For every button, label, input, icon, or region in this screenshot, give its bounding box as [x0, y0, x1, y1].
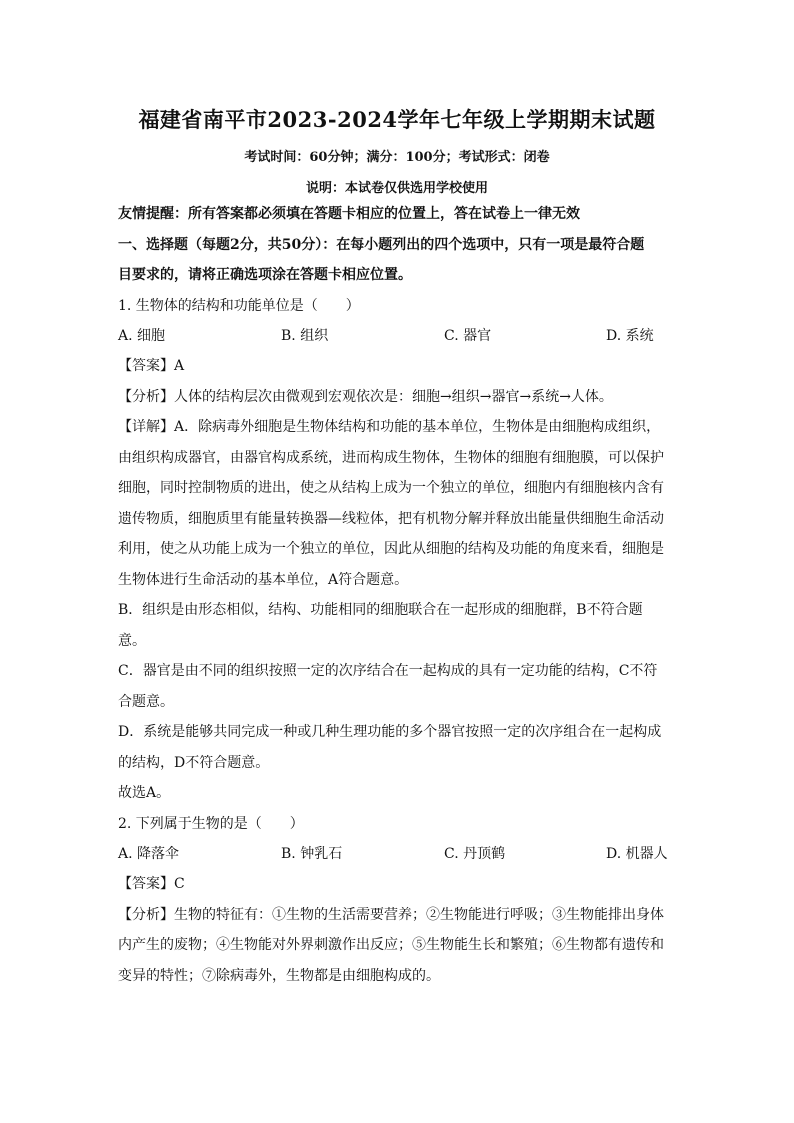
q1-detail-line: D．系统是能够共同完成一种或几种生理功能的多个器官按照一定的次序组合在一起构成	[118, 724, 662, 740]
exam-info: 考试时间：60分钟；满分：100分；考试形式：闭卷	[244, 150, 550, 165]
q2-answer: 【答案】C	[118, 876, 185, 892]
q1-option-b: B. 组织	[281, 328, 329, 344]
q2-option-b: B. 钟乳石	[281, 846, 343, 862]
q1-detail-line: 生物体进行生命活动的基本单位，A符合题意。	[118, 571, 409, 588]
q1-option-c: C. 器官	[444, 328, 492, 344]
q1-detail-line: 细胞，同时控制物质的进出，使之从结构上成为一个独立的单位，细胞内有细胞核内含有	[118, 480, 664, 496]
q1-detail-line: 【详解】A．除病毒外细胞是生物体结构和功能的基本单位，生物体是由细胞构成组织，	[118, 419, 661, 435]
q1-detail-line: 合题意。	[118, 693, 174, 710]
q1-detail-line: 利用，使之从功能上成为一个独立的单位，因此从细胞的结构及功能的角度来看，细胞是	[118, 541, 664, 557]
q1-detail-line: 由组织构成器官，由器官构成系统，进而构成生物体，生物体的细胞有细胞膜，可以保护	[118, 449, 664, 466]
q1-option-a: A. 细胞	[118, 328, 166, 344]
q2-analysis-line: 【分析】生物的特征有：①生物的生活需要营养；②生物能进行呼吸；③生物能排出身体	[118, 906, 664, 923]
q2-analysis-line: 变异的特性；⑦除病毒外，生物都是由细胞构成的。	[118, 967, 440, 984]
q2-option-d: D. 机器人	[606, 846, 668, 862]
question-2-stem: 2. 下列属于生物的是（ ）	[118, 815, 304, 832]
question-1-stem: 1. 生物体的结构和功能单位是（ ）	[118, 297, 360, 314]
q1-option-d: D. 系统	[606, 328, 654, 344]
q2-option-a: A. 降落伞	[118, 846, 180, 862]
q1-analysis: 【分析】人体的结构层次由微观到宏观依次是：细胞→组织→器官→系统→人体。	[118, 388, 613, 405]
q1-detail-line: 的结构，D不符合题意。	[118, 754, 270, 771]
q1-answer: 【答案】A	[118, 358, 185, 374]
q1-detail-line: B．组织是由形态相似，结构、功能相同的细胞联合在一起形成的细胞群，B不符合题	[118, 602, 643, 618]
q1-detail-line: 意。	[118, 632, 146, 649]
reminder: 友情提醒：所有答案都必须填在答题卡相应的位置上，答在试卷上一律无效	[118, 206, 580, 222]
q2-analysis-line: 内产生的废物；④生物能对外界刺激作出反应；⑤生物能生长和繁殖；⑥生物都有遗传和	[118, 937, 664, 953]
q1-detail-line: 故选A。	[118, 785, 171, 801]
page-title: 福建省南平市2023-2024学年七年级上学期期末试题	[138, 107, 656, 132]
q1-detail-line: 遗传物质，细胞质里有能量转换器—线粒体，把有机物分解并释放出能量供细胞生命活动	[118, 510, 664, 527]
question-1-options	[118, 321, 676, 351]
question-2-options	[118, 839, 676, 869]
usage-note: 说明：本试卷仅供选用学校使用	[305, 181, 488, 196]
content-body	[118, 199, 676, 991]
q2-option-c: C. 丹顶鹤	[444, 846, 506, 862]
section-title-line-1: 一、选择题（每题2分，共50分）：在每小题列出的四个选项中，只有一项是最符合题	[118, 236, 645, 253]
section-title-line-2: 目要求的，请将正确选项涂在答题卡相应位置。	[118, 267, 412, 283]
q1-detail-line: C．器官是由不同的组织按照一定的次序结合在一起构成的具有一定功能的结构，C不符	[118, 663, 658, 679]
